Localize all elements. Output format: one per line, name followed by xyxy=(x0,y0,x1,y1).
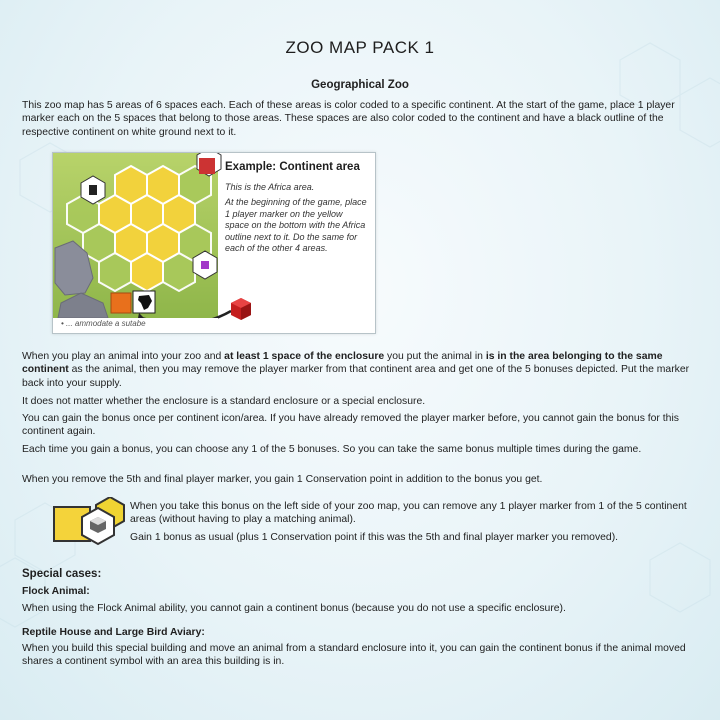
page-subtitle: Geographical Zoo xyxy=(311,79,409,91)
example-caption: • ... ammodate a sutabe xyxy=(61,319,146,328)
bonus-description-1: When you take this bonus on the left side of your zoo map, you can remove any 1 player marker from 1 of the 5 continent areas (without having to play a matching animal). xyxy=(130,501,687,526)
example-title: Example: Continent area xyxy=(225,161,360,173)
page-title: ZOO MAP PACK 1 xyxy=(285,38,435,57)
reptile-house-heading: Reptile House and Large Bird Aviary: xyxy=(22,627,205,638)
player-marker-cube xyxy=(231,298,251,320)
example-line-2: At the beginning of the game, place 1 player marker on the yellow space on the bottom with the Africa outline next to it. Do the same for each of the other 4 areas. xyxy=(225,197,367,254)
bonus-description-2: Gain 1 bonus as usual (plus 1 Conservation point if this was the 5th and final player marker you removed). xyxy=(130,532,619,543)
paragraph-3: You can gain the bonus once per continent icon/area. If you have already removed the player marker before, you cannot gain the bonus for this continent again. xyxy=(22,413,679,438)
paragraph-5: When you remove the 5th and final player marker, you gain 1 Conservation point in addition to the bonus you get. xyxy=(22,474,543,485)
paragraph-2: It does not matter whether the enclosure is a standard enclosure or a special enclosure. xyxy=(22,396,426,407)
reptile-house-text: When you build this special building and move an animal from a standard enclosure into it, you can gain the continent bonus if the animal moved shares a continent symbol with an area this building is in. xyxy=(22,643,686,668)
example-panel xyxy=(52,152,376,334)
flock-animal-heading: Flock Animal: xyxy=(22,586,90,597)
example-line-1: This is the Africa area. xyxy=(225,182,315,192)
intro-paragraph: This zoo map has 5 areas of 6 spaces each. Each of these areas is color coded to a specific continent. At the start of the game, place 1 player marker each on the 5 spaces that belong to those areas. These spaces are also color coded to the continent and have a black outline of the respective continent on white ground next to it. xyxy=(22,100,675,138)
africa-marker-space xyxy=(111,293,131,313)
remove-marker-bonus-icon xyxy=(50,497,130,547)
paragraph-4: Each time you gain a bonus, you can choose any 1 of the 5 bonuses. So you can take the same bonus multiple times during the game. xyxy=(22,444,642,455)
special-cases-heading: Special cases: xyxy=(22,568,102,580)
flock-animal-text: When using the Flock Animal ability, you cannot gain a continent bonus (because you do not use a specific enclosure). xyxy=(22,603,566,614)
paragraph-1: When you play an animal into your zoo and at least 1 space of the enclosure you put the animal in is in the area belonging to the same continent as the animal, then you may remove the player marker from that continent area and get one of the 5 bonuses depicted. Put the marker back into your supply. xyxy=(22,351,690,389)
